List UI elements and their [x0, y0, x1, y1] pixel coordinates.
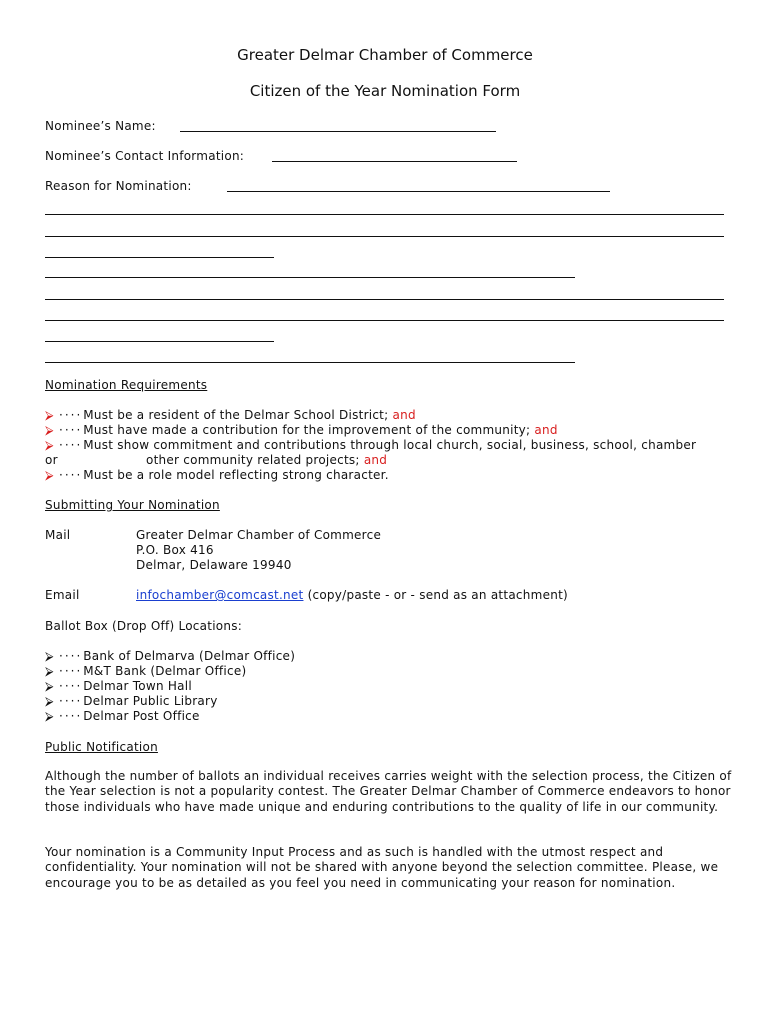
form-title: Citizen of the Year Nomination Form [249, 82, 521, 100]
requirement-text: other community related projects; [146, 453, 360, 467]
public-notification-heading: Public Notification [45, 740, 158, 754]
arrow-bullet-icon: ⮚ [45, 423, 54, 437]
reason-line-0[interactable] [227, 191, 610, 192]
reason-line[interactable] [45, 214, 724, 215]
reason-line[interactable] [45, 257, 274, 258]
public-notification-paragraph: Although the number of ballots an individual receives carries weight with the selection process, the Citizen of the Year selection is not a popularity contest. The Greater Delmar Chamber of Commerce endeavors to honor those individuals who have made unique and enduring contributions to the quality of life in our community. [45, 769, 732, 814]
reason-line[interactable] [45, 299, 724, 300]
mail-address-line: P.O. Box 416 [136, 543, 214, 557]
requirement-text: Must be a resident of the Delmar School District; [83, 408, 389, 422]
location-item [45, 709, 200, 724]
email-link[interactable]: infochamber@comcast.net [136, 588, 304, 602]
confidentiality-paragraph: Your nomination is a Community Input Process and as such is handled with the utmost respect and confidentiality. Your nomination will not be shared with anyone beyond the selection committee. Please, we encourage you to be as detailed as you feel you need in communicating your reason for nomination. [45, 845, 719, 890]
arrow-bullet-icon: ⮚ [45, 408, 54, 422]
mail-address-line: Delmar, Delaware 19940 [136, 558, 292, 572]
email-row [136, 588, 568, 602]
requirement-conjunction: and [392, 408, 416, 422]
reason-line[interactable] [45, 362, 575, 363]
location-text: Delmar Public Library [83, 694, 218, 708]
arrow-bullet-icon: ⮚ [45, 694, 54, 708]
leader-dots: ···· [59, 664, 83, 678]
leader-dots: ···· [59, 468, 83, 482]
requirement-wrap-or: or [45, 453, 58, 467]
nominee-name-line[interactable] [180, 131, 496, 132]
nominee-contact-label: Nominee’s Contact Information: [45, 149, 245, 163]
ballot-heading: Ballot Box (Drop Off) Locations: [45, 619, 243, 633]
leader-dots: ···· [59, 408, 83, 422]
arrow-bullet-icon: ⮚ [45, 438, 54, 452]
requirement-conjunction: and [534, 423, 558, 437]
nominee-contact-line[interactable] [272, 161, 517, 162]
reason-label: Reason for Nomination: [45, 179, 192, 193]
reason-line[interactable] [45, 341, 274, 342]
arrow-bullet-icon: ⮚ [45, 649, 54, 663]
email-label: Email [45, 588, 80, 602]
reason-line[interactable] [45, 277, 575, 278]
submitting-heading: Submitting Your Nomination [45, 498, 220, 512]
nominee-name-label: Nominee’s Name: [45, 119, 156, 133]
reason-line[interactable] [45, 320, 724, 321]
requirement-item [45, 423, 558, 438]
requirement-text: Must show commitment and contributions through local church, social, business, school, chamber [83, 438, 697, 452]
leader-dots: ···· [59, 649, 83, 663]
leader-dots: ···· [59, 438, 83, 452]
location-text: M&T Bank (Delmar Office) [83, 664, 247, 678]
email-note: (copy/paste - or - send as an attachment) [307, 588, 568, 602]
arrow-bullet-icon: ⮚ [45, 468, 54, 482]
requirement-wrap-line [146, 453, 387, 467]
mail-label: Mail [45, 528, 71, 542]
location-item [45, 664, 246, 679]
location-text: Delmar Post Office [83, 709, 200, 723]
location-text: Delmar Town Hall [83, 679, 192, 693]
org-title: Greater Delmar Chamber of Commerce [237, 46, 533, 64]
reason-line[interactable] [45, 236, 724, 237]
arrow-bullet-icon: ⮚ [45, 679, 54, 693]
leader-dots: ···· [59, 679, 83, 693]
leader-dots: ···· [59, 709, 83, 723]
location-text: Bank of Delmarva (Delmar Office) [83, 649, 296, 663]
location-item [45, 649, 295, 664]
mail-address-line: Greater Delmar Chamber of Commerce [136, 528, 382, 542]
requirements-heading: Nomination Requirements [45, 378, 208, 392]
leader-dots: ···· [59, 694, 83, 708]
requirement-item [45, 408, 416, 423]
location-item [45, 679, 192, 694]
location-item [45, 694, 218, 709]
requirement-text: Must have made a contribution for the improvement of the community; [83, 423, 531, 437]
requirement-item [45, 438, 696, 453]
arrow-bullet-icon: ⮚ [45, 664, 54, 678]
requirement-conjunction: and [363, 453, 388, 467]
requirement-item [45, 468, 389, 483]
requirement-text: Must be a role model reflecting strong character. [83, 468, 389, 482]
arrow-bullet-icon: ⮚ [45, 709, 54, 723]
leader-dots: ···· [59, 423, 83, 437]
